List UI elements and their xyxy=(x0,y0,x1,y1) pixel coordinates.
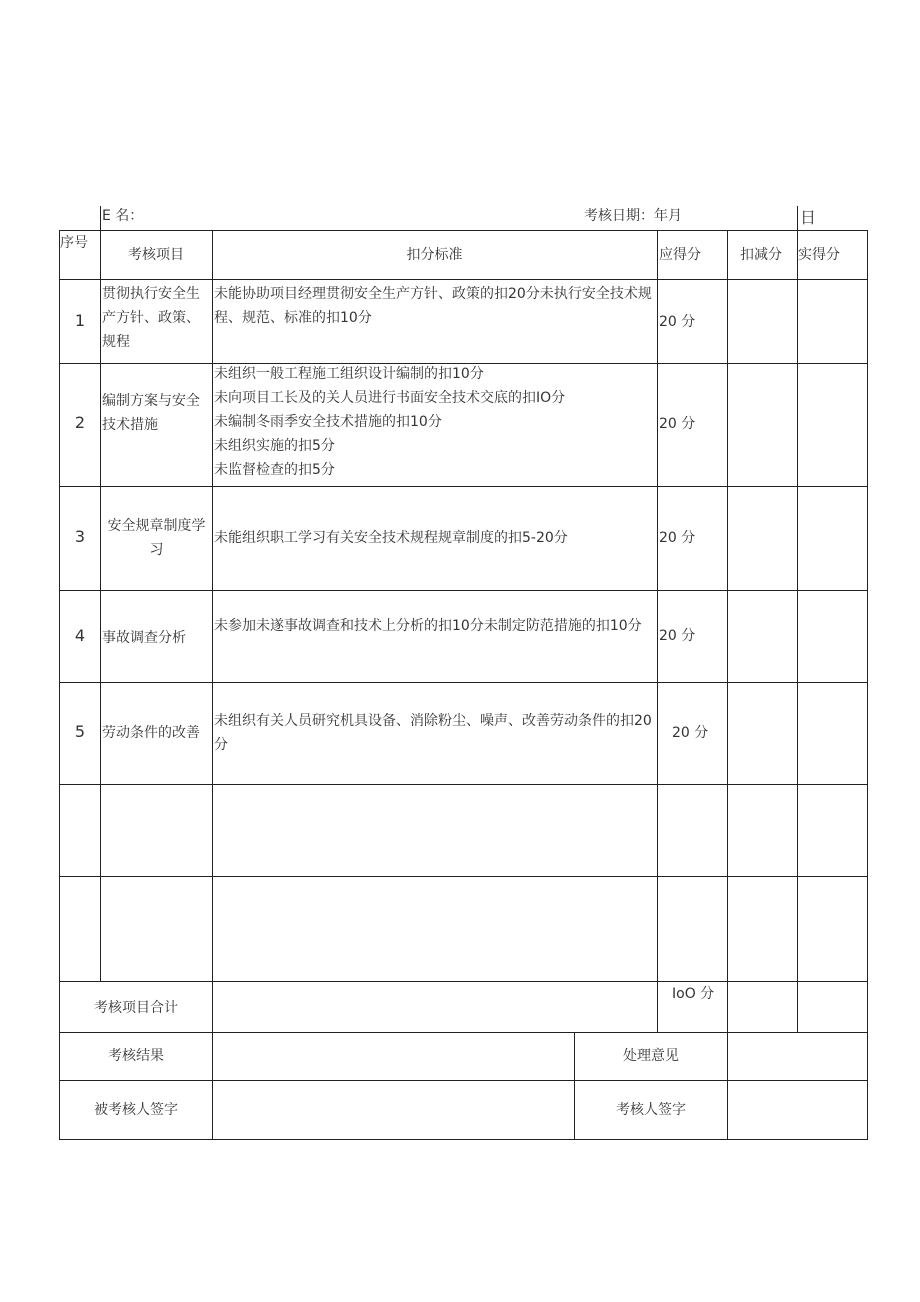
row-seq: 5 xyxy=(74,722,86,741)
row-seq: 1 xyxy=(74,311,86,330)
standard-line: 未编制冬雨季安全技术措施的扣10分 xyxy=(214,414,442,430)
standard-line: 未组织实施的扣5分 xyxy=(214,438,335,454)
row-standard: 未组织有关人员研究机具设备、消除粉尘、噪声、改善劳动条件的扣20分 xyxy=(214,713,652,753)
col-item-header: 考核项目 xyxy=(128,247,184,263)
opinion-label: 处理意见 xyxy=(623,1048,679,1064)
row-item: 事故调查分析 xyxy=(102,630,186,646)
col-due-header: 应得分 xyxy=(659,247,701,263)
day-label: 日 xyxy=(800,208,817,227)
row-due-score: 20 分 xyxy=(659,314,696,330)
standard-line: 未组织一般工程施工组织设计编制的扣10分 xyxy=(214,366,484,382)
standard-line: 未监督检查的扣5分 xyxy=(214,462,335,478)
name-label: E 名： xyxy=(102,208,144,224)
exam-date-label: 考核日期：年月 xyxy=(584,208,682,224)
col-actual-header: 实得分 xyxy=(798,247,840,263)
col-seq-header: 序号 xyxy=(60,235,88,251)
examiner-sign-label: 考核人签字 xyxy=(616,1102,686,1118)
examinee-sign-label: 被考核人签字 xyxy=(94,1102,178,1118)
row-item: 编制方案与安全技术措施 xyxy=(102,393,200,433)
row-seq: 4 xyxy=(74,626,86,645)
row-standard: 未能协助项目经理贯彻安全生产方针、政策的扣20分未执行安全技术规程、规范、标准的扣10分 xyxy=(214,286,652,326)
col-deduct-header: 扣减分 xyxy=(740,247,782,263)
row-due-score: 20 分 xyxy=(659,628,696,644)
total-value: IoO 分 xyxy=(672,986,715,1002)
row-standard: 未能组织职工学习有关安全技术规程规章制度的扣5-20分 xyxy=(214,530,568,546)
col-standard-header: 扣分标准 xyxy=(406,247,463,263)
total-label: 考核项目合计 xyxy=(94,1000,178,1016)
row-standard: 未参加未遂事故调查和技术上分析的扣10分未制定防范措施的扣10分 xyxy=(214,618,642,634)
row-standard xyxy=(214,362,656,482)
row-seq: 2 xyxy=(74,413,86,432)
row-item: 安全规章制度学习 xyxy=(107,518,206,558)
row-due-score: 20 分 xyxy=(659,416,696,432)
row-item: 贯彻执行安全生产方针、政策、规程 xyxy=(102,286,200,350)
row-seq: 3 xyxy=(74,527,86,546)
result-label: 考核结果 xyxy=(108,1048,164,1064)
row-due-score: 20 分 xyxy=(672,725,709,741)
row-due-score: 20 分 xyxy=(659,530,696,546)
standard-line: 未向项目工长及的关人员进行书面安全技术交底的扣IO分 xyxy=(214,390,566,406)
row-item: 劳动条件的改善 xyxy=(102,725,200,741)
